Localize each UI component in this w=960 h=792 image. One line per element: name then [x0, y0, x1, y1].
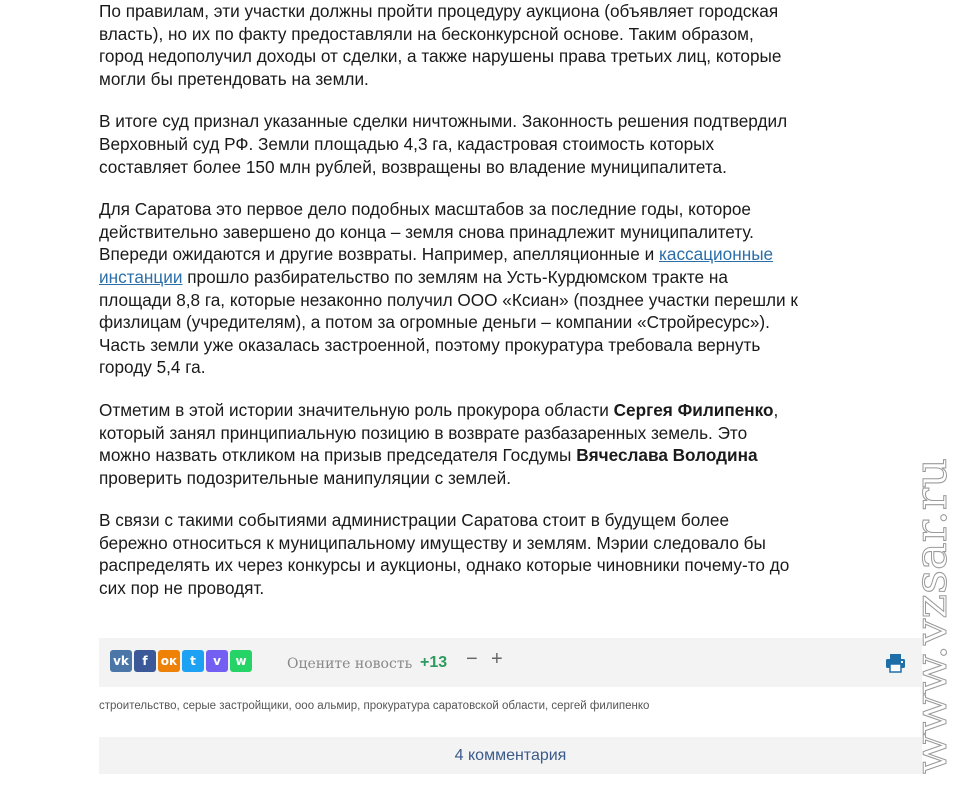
tag-link[interactable]: серые застройщики	[182, 700, 289, 712]
tag-separator: ,	[288, 700, 295, 712]
rating-score: +13	[420, 654, 448, 671]
print-icon[interactable]	[885, 653, 906, 673]
tag-separator: ,	[357, 700, 364, 712]
share-glyph: f	[142, 654, 148, 668]
article-paragraph: По правилам, эти участки должны пройти процедуру аукциона (объявляет городская власть), но их по факту предоставляли на бесконкурсной основе. Таким образом, город недополучил доходы от сделки, а также нарушены права третьих лиц, которые могли бы претендовать на земли.	[99, 1, 782, 89]
vote-up-button[interactable]: +	[491, 648, 503, 670]
share-glyph: ок	[160, 654, 178, 668]
paragraph-text: Отметим в этой истории значительную роль прокурора области	[99, 399, 614, 420]
article-paragraph: В связи с такими событиями администрации Саратова стоит в будущем более бережно относиться к муниципальному имуществу и землям. Мэрии следовало бы распределять их через конкурсы и аукционы, однако которые чиновники почему-то до сих пор не проводят.	[99, 510, 790, 599]
person-name: Сергея Филипенко	[613, 399, 774, 420]
tag-list	[99, 700, 649, 712]
share-rating-bar	[99, 638, 922, 687]
tag-link[interactable]: ооо альмир	[294, 700, 358, 712]
tag-link[interactable]: прокуратура саратовской области	[363, 700, 545, 712]
twitter-icon[interactable]	[182, 650, 204, 672]
tag-separator: ,	[545, 700, 552, 712]
viber-icon[interactable]	[206, 650, 228, 672]
odnoklassniki-icon[interactable]	[158, 650, 180, 672]
article-paragraph	[99, 399, 799, 489]
facebook-icon[interactable]	[134, 650, 156, 672]
site-watermark	[906, 452, 958, 778]
rate-label: Оцените новость	[287, 656, 413, 672]
comments-button[interactable]: 4 комментария	[99, 737, 922, 774]
share-glyph: v	[213, 654, 221, 668]
tag-link[interactable]: сергей филипенко	[551, 700, 650, 712]
share-glyph: t	[190, 654, 196, 668]
paragraph-text: проверить подозрительные манипуляции с землей.	[99, 467, 511, 488]
share-glyph: w	[235, 654, 247, 668]
vote-down-button[interactable]: −	[466, 648, 478, 670]
tag-separator: ,	[176, 700, 183, 712]
paragraph-text: прошло разбирательство по землям на Усть-Курдюмском тракте на площади 8,8 га, которые незаконно получил ООО «Ксиан» (позднее участки перешли к физлицам (учредителям), а потом за огромные деньги – компании «Стройресурс»). Часть земли уже оказалась застроенной, поэтому прокуратура требовала вернуть городу 5,4 га.	[99, 266, 798, 378]
whatsapp-icon[interactable]	[230, 650, 252, 672]
person-name: Вячеслава Володина	[576, 445, 758, 466]
watermark-text: www.vzsar.ru	[906, 475, 957, 774]
paragraph-text: Для Саратова это первое дело подобных масштабов за последние годы, которое действительно завершено до конца – земля снова принадлежит муниципалитету. Впереди ожидаются и другие возвраты. Например, апелляционные и	[99, 199, 754, 265]
tag-link[interactable]: строительство	[99, 700, 177, 712]
article-paragraph: В итоге суд признал указанные сделки ничтожными. Законность решения подтвердил Верховный суд РФ. Земли площадью 4,3 га, кадастровая стоимость которых составляет более 150 млн рублей, возвращены во владение муниципалитета.	[99, 111, 788, 177]
vk-icon[interactable]	[110, 650, 132, 672]
article-body	[99, 0, 799, 620]
paragraph-text: , который занял принципиальную позицию в возврате разбазаренных земель. Это можно назвать откликом на призыв председателя Госдумы	[99, 399, 779, 466]
social-share-buttons	[110, 650, 252, 672]
article-paragraph	[99, 198, 799, 379]
share-glyph: vk	[113, 654, 129, 668]
cassation-link[interactable]: кассационные инстанции	[99, 244, 774, 287]
